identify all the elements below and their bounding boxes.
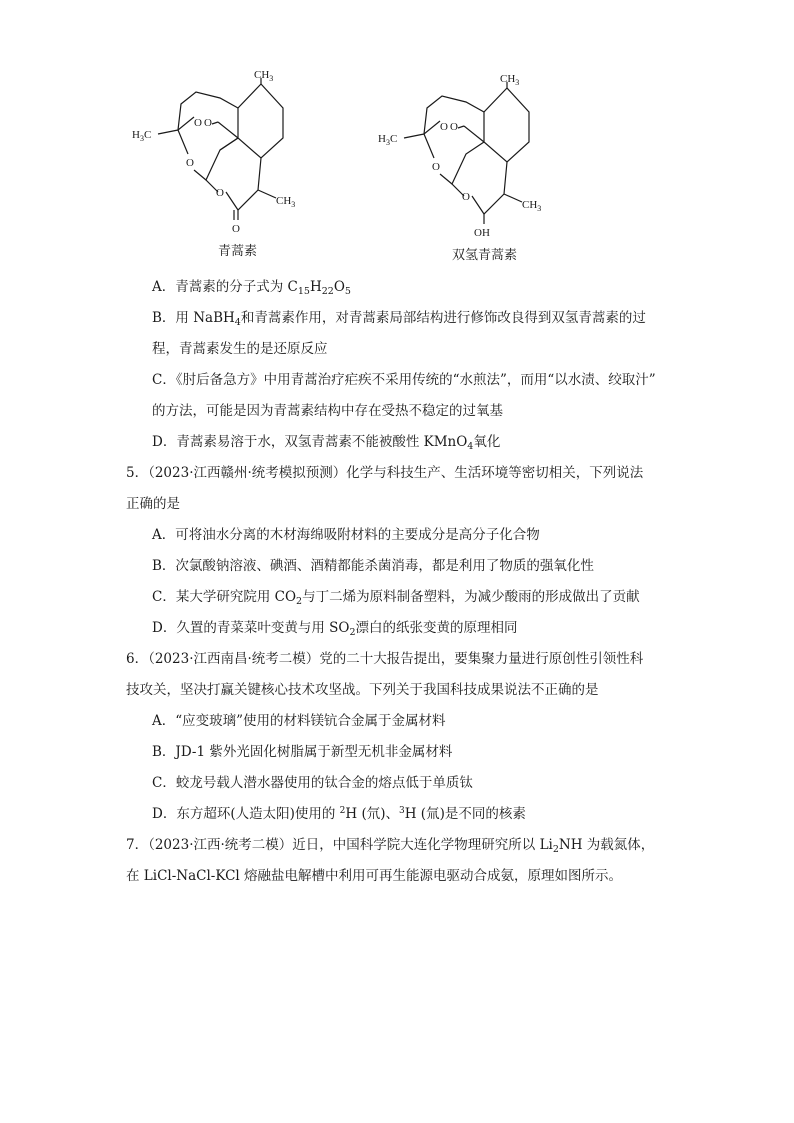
- oxygen-label: O: [440, 121, 448, 133]
- q5-option-c: C．某大学研究院用 $CO_2$与丁二烯为原料制备塑料，为减少酸雨的形成做出了贡献: [152, 589, 640, 607]
- oxygen-label: O: [432, 161, 440, 173]
- methyl-right-label: $CH_3$: [522, 199, 542, 213]
- question-body: [126, 272, 692, 892]
- methyl-left-label: $H_3C$: [378, 133, 398, 147]
- methyl-top-label: $CH_3$: [500, 73, 520, 87]
- q4-option-a: A．青蒿素的分子式为 $C_{15}H_{22}O_5$: [152, 279, 351, 297]
- methyl-left-label: $H_3C$: [132, 129, 152, 143]
- dihydroartemisinin-caption: 双氢青蒿素: [452, 248, 518, 263]
- q5-option-b: B．次氯酸钠溶液、碘酒、酒精都能杀菌消毒，都是利用了物质的强氧化性: [152, 558, 594, 574]
- dihydroartemisinin-structure: [374, 66, 564, 246]
- q6-option-d: D．东方超环(人造太阳)使用的 $^2$H (氘)、$^3$H (氚)是不同的核素: [152, 806, 526, 822]
- q7-stem-cont: 在 LiCl-NaCl-KCl 熔融盐电解槽中利用可再生能源电驱动合成氨，原理如图所示。: [126, 868, 623, 884]
- q5-stem: 5．（2023·江西赣州·统考模拟预测）化学与科技生产、生活环境等密切相关，下列说法: [126, 465, 644, 481]
- q4-option-b-cont: 程，青蒿素发生的是还原反应: [152, 341, 328, 357]
- q6-stem: 6．（2023·江西南昌·统考二模）党的二十大报告提出，要集聚力量进行原创性引领性科: [126, 651, 644, 667]
- oxygen-label: O: [462, 191, 470, 203]
- q4-option-b: B．用 NaBH$_4$和青蒿素作用，对青蒿素局部结构进行修饰改良得到双氢青蒿素的过: [152, 310, 646, 328]
- oxygen-label: O: [450, 121, 458, 133]
- q6-option-a: A．“应变玻璃”使用的材料镁钪合金属于金属材料: [152, 713, 446, 729]
- oxygen-label: O: [186, 157, 194, 169]
- q4-option-c-cont: 的方法，可能是因为青蒿素结构中存在受热不稳定的过氧基: [152, 403, 503, 419]
- methyl-top-label: $CH_3$: [254, 69, 274, 83]
- oxygen-label: O: [216, 187, 224, 199]
- q6-stem-cont: 技攻关，坚决打赢关键核心技术攻坚战。下列关于我国科技成果说法不正确的是: [126, 682, 599, 698]
- hydroxyl-label: OH: [474, 227, 490, 239]
- q4-option-c: C．《肘后备急方》中用青蒿治疗疟疾不采用传统的“水煎法”，而用“以水渍、绞取汁”: [152, 372, 656, 388]
- artemisinin-caption: 青蒿素: [218, 244, 258, 259]
- methyl-right-label: $CH_3$: [276, 195, 296, 209]
- artemisinin-structure: [128, 62, 318, 242]
- q5-stem-cont: 正确的是: [126, 496, 180, 512]
- q6-option-b: B．JD-1 紫外光固化树脂属于新型无机非金属材料: [152, 744, 453, 760]
- q6-option-c: C．蛟龙号载人潜水器使用的钛合金的熔点低于单质钛: [152, 775, 473, 791]
- q7-stem: 7．（2023·江西·统考二模）近日，中国科学院大连化学物理研究所以 $Li_2NH$ 为载氮体，: [126, 837, 655, 855]
- oxygen-label: O: [194, 117, 202, 129]
- carbonyl-oxygen-label: O: [232, 223, 240, 235]
- q5-option-d: D．久置的青菜菜叶变黄与用 $SO_2$漂白的纸张变黄的原理相同: [152, 620, 518, 638]
- oxygen-label: O: [204, 117, 212, 129]
- q4-option-d: D．青蒿素易溶于水，双氢青蒿素不能被酸性 KMnO$_4$氧化: [152, 434, 501, 452]
- q5-option-a: A．可将油水分离的木材海绵吸附材料的主要成分是高分子化合物: [152, 527, 540, 543]
